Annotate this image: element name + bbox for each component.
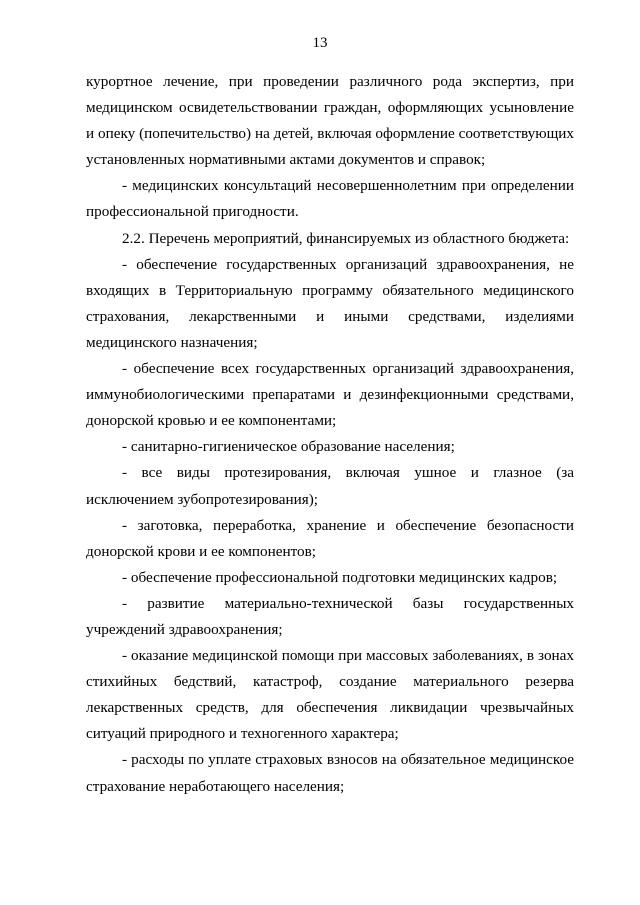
list-item-immunobiological: - обеспечение всех государственных организаций здравоохранения, иммунобиологическими препаратами и дезинфекционными средствами, донорской кровью и ее компонентами;: [86, 360, 574, 430]
list-item-insurance-contributions: - расходы по уплате страховых взносов на обязательное медицинское страхование неработающего населения;: [86, 751, 574, 795]
list-item-prosthetics: - все виды протезирования, включая ушное и глазное (за исключением зубопротезирования);: [86, 464, 574, 508]
page-number: 13: [312, 35, 328, 51]
list-item-medicines: - обеспечение государственных организаций здравоохранения, не входящих в Территориальную программу обязательного медицинского страхования, лекарственными и иными средствами, изделиями медицинского назначения;: [86, 255, 574, 351]
paragraph-consultations: - медицинских консультаций несовершеннолетним при определении профессиональной пригодности.: [86, 177, 574, 221]
document-body: [86, 69, 574, 800]
list-item-material-base: - развитие материально-технической базы государственных учреждений здравоохранения;: [86, 594, 574, 638]
paragraph-continuation: курортное лечение, при проведении различного рода экспертиз, при медицинском освидетельствовании граждан, оформляющих усыновление и опеку (попечительство) на детей, включая оформление соответствующих установленных нормативными актами документов и справок;: [86, 73, 574, 169]
list-item-sanitary-education: - санитарно-гигиеническое образование населения;: [122, 438, 455, 456]
section-heading-2-2: 2.2. Перечень мероприятий, финансируемых из областного бюджета:: [122, 229, 570, 247]
list-item-staff-training: - обеспечение профессиональной подготовки медицинских кадров;: [122, 568, 558, 586]
list-item-emergency-aid: - оказание медицинской помощи при массовых заболеваниях, в зонах стихийных бедствий, катастроф, создание материального резерва лекарственных средств, для обеспечения ликвидации чрезвычайных ситуаций природного и техногенного характера;: [86, 647, 574, 743]
list-item-donor-blood: - заготовка, переработка, хранение и обеспечение безопасности донорской крови и ее компонентов;: [86, 516, 574, 560]
